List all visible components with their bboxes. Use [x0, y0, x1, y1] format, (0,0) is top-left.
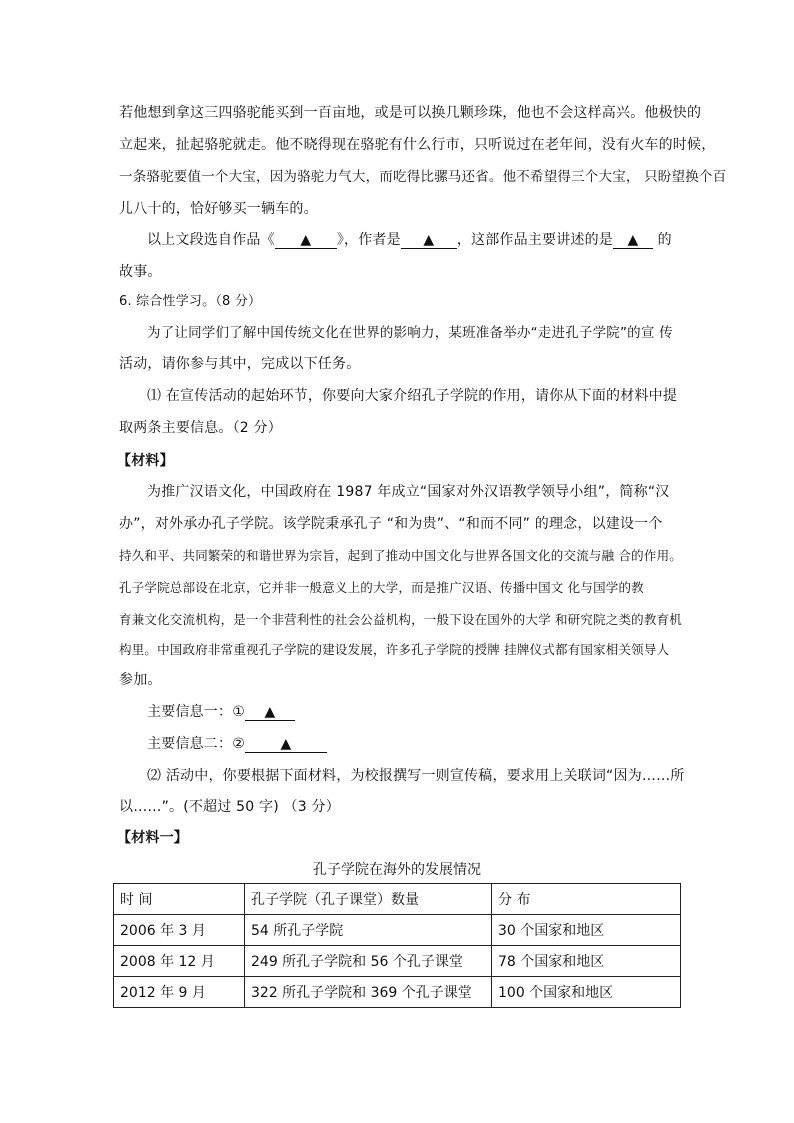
- material-line: 办”，对外承办孔子学院。该学院秉承孔子 “和为贵”、“和而不同” 的理念，以建设一个: [119, 516, 663, 532]
- subquestion-line: ⑵ 活动中，你要根据下面材料，为校报撰写一则宣传稿，要求用上关联词“因为……所: [147, 768, 685, 784]
- main-info-blank-2[interactable]: ▲: [245, 736, 327, 753]
- main-info-label: 主要信息二：②: [147, 736, 245, 752]
- main-info-label: 主要信息一：①: [147, 704, 245, 720]
- table-title: 孔子学院在海外的发展情况: [313, 862, 481, 878]
- table-cell: 322 所孔子学院和 369 个孔子课堂: [245, 977, 492, 1008]
- intro-line: 活动，请你参与其中，完成以下任务。: [119, 356, 361, 372]
- table-cell: 30 个国家和地区: [492, 915, 681, 946]
- material-label: 【材料一】: [117, 830, 188, 846]
- passage-line: 立起来，扯起骆驼就走。他不晓得现在骆驼有什么行市，只听说过在老年间，没有火车的时候，: [119, 137, 716, 153]
- material-line: 参加。: [119, 672, 162, 688]
- development-table: [113, 883, 681, 1008]
- answer-blank-story[interactable]: ▲: [613, 232, 653, 249]
- table-cell: 2012 年 9 月: [114, 977, 245, 1008]
- answer-blank-work[interactable]: ▲: [275, 232, 337, 249]
- material-line: 孔子学院总部设在北京，它并非一般意义上的大学，而是推广汉语、传播中国文 化与国学的教: [119, 580, 644, 595]
- table-cell: 78 个国家和地区: [492, 946, 681, 977]
- material-line: 为推广汉语文化，中国政府在 1987 年成立“国家对外汉语教学领导小组”，简称“汉: [147, 484, 670, 500]
- material-line: 构里。中国政府非常重视孔子学院的建设发展，许多孔子学院的授牌 挂牌仪式都有国家相关领导人: [119, 642, 670, 657]
- main-info-row: [147, 702, 295, 722]
- source-question: [147, 230, 672, 250]
- main-info-blank-1[interactable]: ▲: [245, 704, 295, 721]
- q5-text: 故事。: [119, 264, 162, 280]
- table-cell: 100 个国家和地区: [492, 977, 681, 1008]
- main-info-row: [147, 734, 327, 754]
- table-cell: 2008 年 12 月: [114, 946, 245, 977]
- table-cell: 54 所孔子学院: [245, 915, 492, 946]
- subquestion-line: ⑴ 在宣传活动的起始环节，你要向大家介绍孔子学院的作用，请你从下面的材料中提: [147, 388, 678, 404]
- subquestion-line: 以……”。(不超过 50 字) （3 分）: [119, 799, 340, 815]
- passage-line: 一条骆驼要值一个大宝，因为骆驼力气大，而吃得比骡马还省。他不希望得三个大宝， 只盼望换个百: [119, 169, 727, 185]
- table-cell: 2006 年 3 月: [114, 915, 245, 946]
- q5-text: ，这部作品主要讲述的是: [456, 232, 614, 248]
- material-line: 持久和平、共同繁荣的和谐世界为宗旨，起到了推动中国文化与世界各国文化的交流与融 合的作用。: [119, 548, 682, 563]
- material-line: 育兼文化交流机构，是一个非营利性的社会公益机构，一般下设在国外的大学 和研究院之类的教育机: [119, 612, 682, 627]
- q5-text: 的: [653, 232, 672, 248]
- material-label: 【材料】: [117, 453, 174, 469]
- table-header: 分 布: [492, 884, 681, 915]
- subquestion-line: 取两条主要信息。（2 分）: [119, 420, 282, 436]
- table-header-row: [114, 884, 681, 915]
- q5-text: 以上文段选自作品《: [147, 232, 275, 248]
- question-heading: 6. 综合性学习。（8 分）: [119, 294, 262, 309]
- table-header: 时 间: [114, 884, 245, 915]
- table-cell: 249 所孔子学院和 56 个孔子课堂: [245, 946, 492, 977]
- passage-line: 若他想到拿这三四骆驼能买到一百亩地，或是可以换几颗珍珠，他也不会这样高兴。他极快的: [119, 105, 702, 121]
- table-header: 孔子学院（孔子课堂）数量: [245, 884, 492, 915]
- q5-text: 》，作者是: [336, 232, 401, 248]
- table-row: [114, 915, 681, 946]
- table-row: [114, 946, 681, 977]
- table-row: [114, 977, 681, 1008]
- answer-blank-author[interactable]: ▲: [401, 232, 457, 249]
- intro-line: 为了让同学们了解中国传统文化在世界的影响力，某班准备举办“走进孔子学院”的宣 传: [147, 325, 673, 341]
- passage-line: 儿八十的，恰好够买一辆车的。: [119, 201, 318, 217]
